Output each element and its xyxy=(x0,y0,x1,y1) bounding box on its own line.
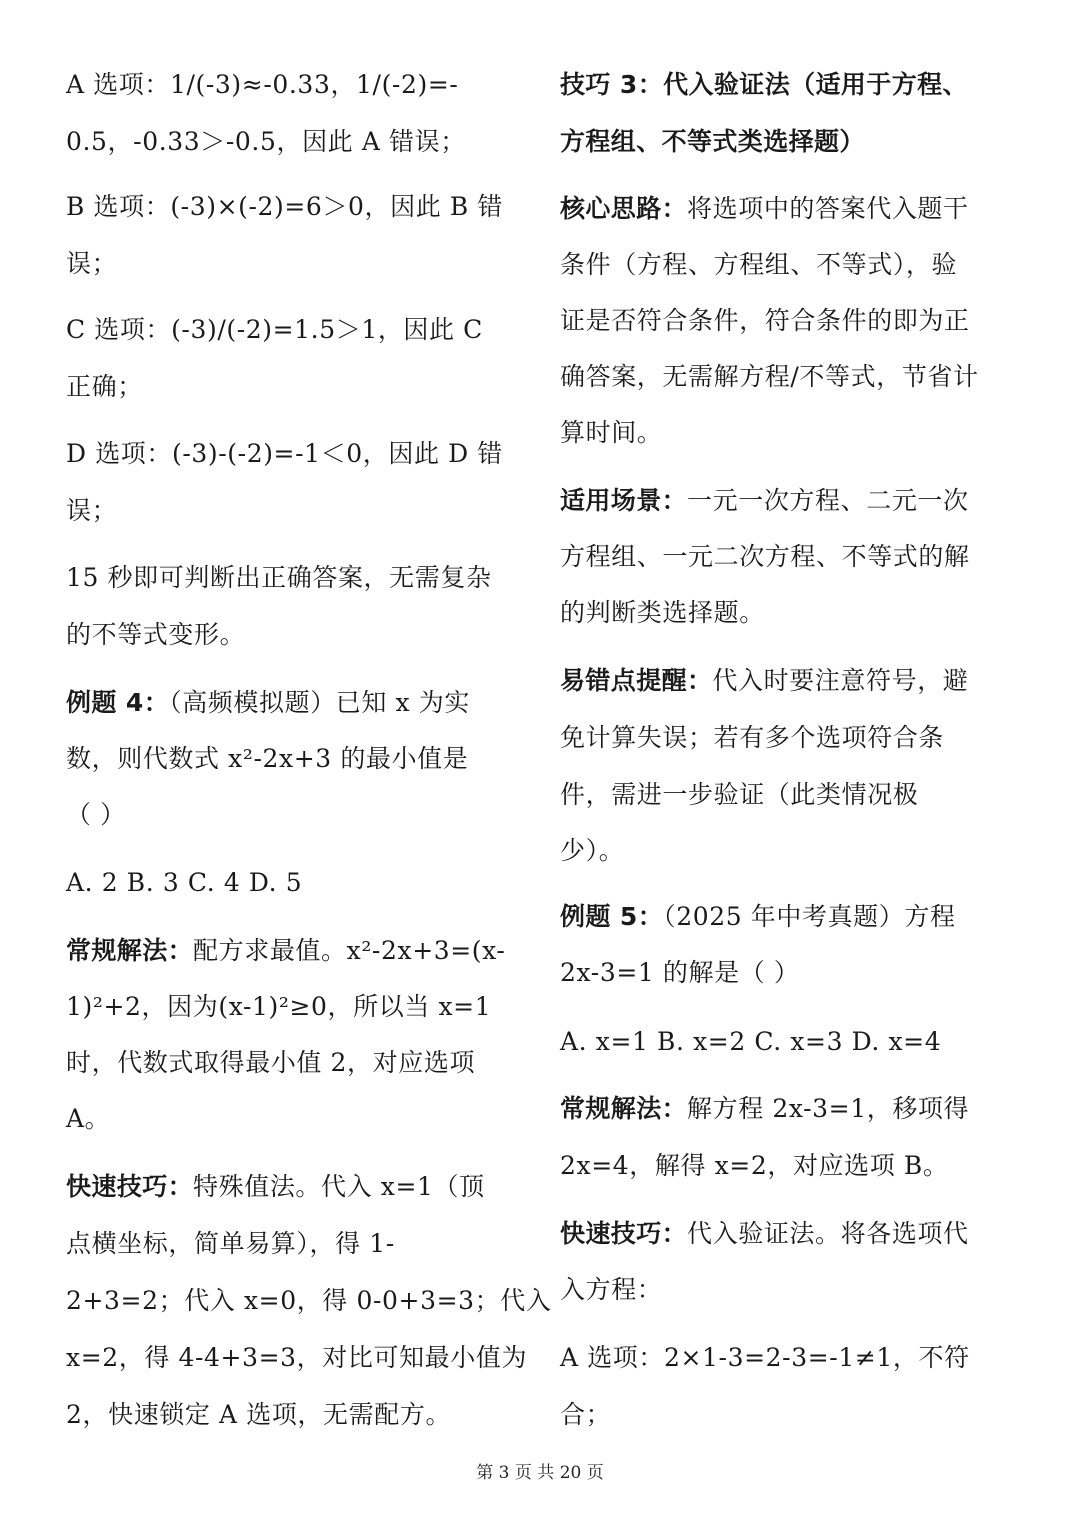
option-b-line-1: B 选项：(-3)×(-2)=6＞0，因此 B 错 xyxy=(66,192,504,221)
conventional-method-right-line-1 xyxy=(560,1092,969,1126)
option-a-line-2: 0.5，-0.33＞-0.5，因此 A 错误； xyxy=(66,127,466,156)
conventional-method-line-1 xyxy=(66,934,505,968)
example-5-line-2: 2x-3=1 的解是（ ） xyxy=(560,958,800,987)
conventional-method-line-2: 1)²+2，因为(x-1)²≥0，所以当 x=1 xyxy=(66,992,492,1021)
fast-tip-text-1: 特殊值法。代入 x=1（顶 xyxy=(193,1172,485,1201)
applicable-scene-line-1 xyxy=(560,484,969,518)
summary-line-1: 15 秒即可判断出正确答案，无需复杂 xyxy=(66,563,492,592)
page-number-footer: 第 3 页 共 20 页 xyxy=(476,1463,604,1483)
fast-tip-right-line-1 xyxy=(560,1217,969,1251)
example-4-text-1: （高频模拟题）已知 x 为实 xyxy=(169,688,471,717)
example-4-line-3: （ ） xyxy=(66,800,126,829)
option-b-line-2: 误； xyxy=(66,249,118,278)
core-idea-line-1 xyxy=(560,192,969,226)
conventional-method-line-3: 时，代数式取得最小值 2，对应选项 xyxy=(66,1048,476,1077)
error-reminder-line-3: 件，需进一步验证（此类情况极 xyxy=(560,780,919,809)
core-idea-line-3: 证是否符合条件，符合条件的即为正 xyxy=(560,306,970,335)
error-reminder-text-1: 代入时要注意符号，避 xyxy=(712,666,969,695)
applicable-scene-line-2: 方程组、一元二次方程、不等式的解 xyxy=(560,542,970,571)
core-idea-line-2: 条件（方程、方程组、不等式），验 xyxy=(560,250,958,279)
error-reminder-line-1 xyxy=(560,664,968,698)
option-a-line-1: A 选项：1/(-3)≈-0.33，1/(-2)=- xyxy=(66,70,459,99)
option-d-line-2: 误； xyxy=(66,496,118,525)
fast-tip-right-text-1: 代入验证法。将各选项代 xyxy=(687,1219,969,1248)
fast-tip-line-3: 2+3=2；代入 x=0，得 0-0+3=3；代入 xyxy=(66,1286,552,1315)
option-a-verify-line-2: 合； xyxy=(560,1400,612,1429)
fast-tip-line-5: 2，快速锁定 A 选项，无需配方。 xyxy=(66,1400,452,1429)
conventional-method-right-label: 常规解法： xyxy=(560,1094,688,1123)
fast-tip-label: 快速技巧： xyxy=(66,1172,194,1201)
error-reminder-line-2: 免计算失误；若有多个选项符合条 xyxy=(560,723,945,752)
example-5-text-1: （2025 年中考真题）方程 xyxy=(663,902,956,931)
option-c-line-2: 正确； xyxy=(66,372,143,401)
core-idea-label: 核心思路： xyxy=(560,194,688,223)
fast-tip-right-line-2: 入方程： xyxy=(560,1275,663,1304)
conventional-method-label: 常规解法： xyxy=(66,936,194,965)
example-5-label: 例题 5： xyxy=(560,902,664,931)
applicable-scene-text-1: 一元一次方程、二元一次 xyxy=(687,486,969,515)
option-a-verify-line-1: A 选项：2×1-3=2-3=-1≠1，不符 xyxy=(560,1343,970,1372)
tip-3-title-line-2: 方程组、不等式类选择题） xyxy=(560,127,865,156)
conventional-method-line-4: A。 xyxy=(66,1104,111,1133)
fast-tip-line-2: 点横坐标，简单易算），得 1- xyxy=(66,1229,395,1258)
summary-line-2: 的不等式变形。 xyxy=(66,620,246,649)
conventional-method-right-line-2: 2x=4，解得 x=2，对应选项 B。 xyxy=(560,1151,949,1180)
applicable-scene-line-3: 的判断类选择题。 xyxy=(560,598,765,627)
option-d-line-1: D 选项：(-3)-(-2)=-1＜0，因此 D 错 xyxy=(66,439,503,468)
example-4-line-1 xyxy=(66,686,470,720)
tip-3-title-line-1: 技巧 3：代入验证法（适用于方程、 xyxy=(560,70,968,99)
option-c-line-1: C 选项：(-3)/(-2)=1.5＞1，因此 C xyxy=(66,315,483,344)
error-reminder-label: 易错点提醒： xyxy=(560,666,713,695)
fast-tip-line-1 xyxy=(66,1170,485,1204)
core-idea-line-4: 确答案，无需解方程/不等式，节省计 xyxy=(560,362,979,391)
example-5-choices: A. x=1 B. x=2 C. x=3 D. x=4 xyxy=(560,1027,942,1056)
example-4-choices: A. 2 B. 3 C. 4 D. 5 xyxy=(66,868,303,897)
example-5-line-1 xyxy=(560,900,956,934)
applicable-scene-label: 适用场景： xyxy=(560,486,688,515)
core-idea-line-5: 算时间。 xyxy=(560,418,663,447)
fast-tip-line-4: x=2，得 4-4+3=3，对比可知最小值为 xyxy=(66,1343,528,1372)
conventional-method-text-1: 配方求最值。x²-2x+3=(x- xyxy=(193,936,506,965)
example-4-label: 例题 4： xyxy=(66,688,170,717)
fast-tip-right-label: 快速技巧： xyxy=(560,1219,688,1248)
error-reminder-line-4: 少）。 xyxy=(560,836,625,865)
example-4-line-2: 数，则代数式 x²-2x+3 的最小值是 xyxy=(66,744,469,773)
conventional-method-right-text-1: 解方程 2x-3=1，移项得 xyxy=(687,1094,970,1123)
core-idea-text-1: 将选项中的答案代入题干 xyxy=(687,194,969,223)
